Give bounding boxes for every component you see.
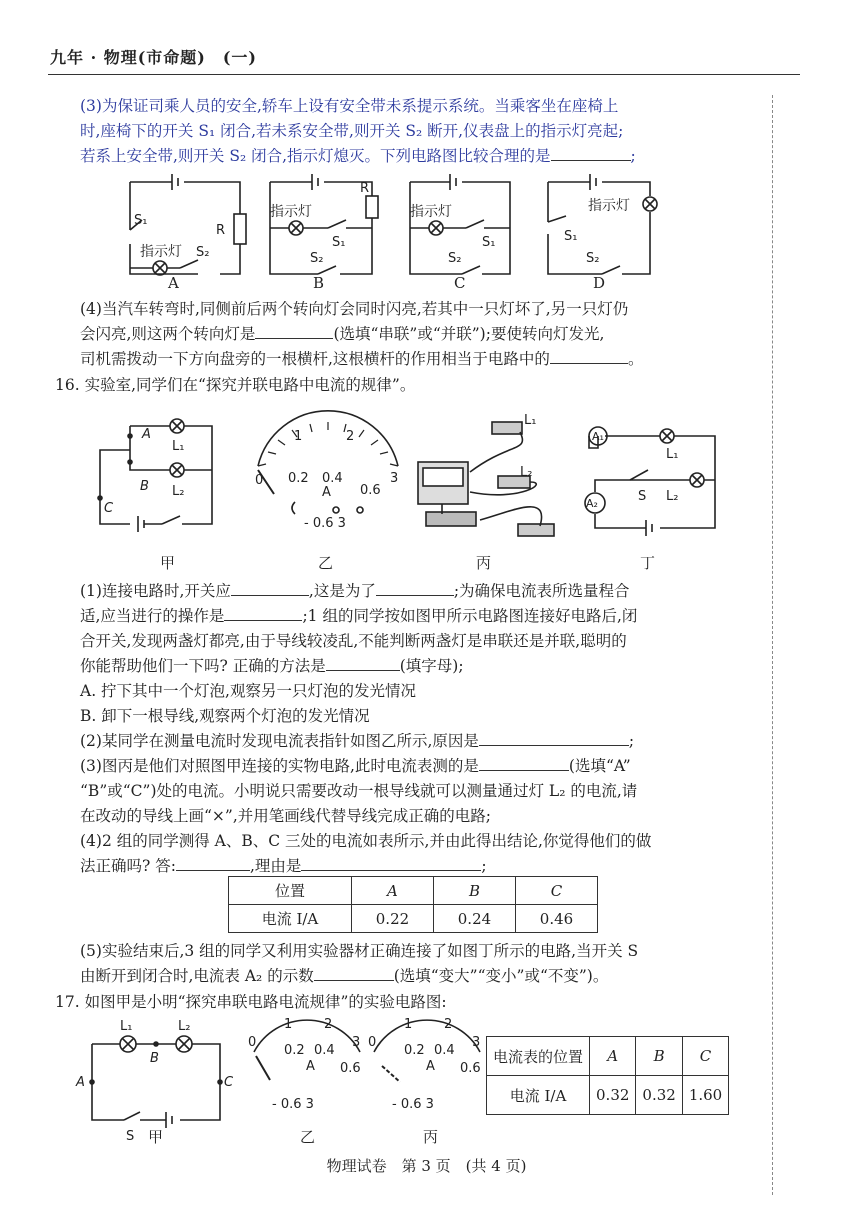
svg-text:- 0.6 3: - 0.6 3 xyxy=(304,516,346,531)
table-cell: A xyxy=(590,1037,636,1076)
svg-text:A: A xyxy=(322,485,331,500)
q16-p2: (2)某同学在测量电流时发现电流表指针如图乙所示,原因是 ; xyxy=(80,732,635,750)
answer-blank[interactable] xyxy=(176,855,250,871)
svg-text:L₂: L₂ xyxy=(666,489,679,504)
q16-fig-label-jia: 甲 xyxy=(160,554,176,572)
svg-text:B: B xyxy=(140,479,149,494)
q16-p5-line1: (5)实验结束后,3 组的同学又利用实验器材正确连接了如图丁所示的电路,当开关 S xyxy=(80,942,639,960)
svg-text:0.6: 0.6 xyxy=(460,1061,481,1076)
svg-text:0.4: 0.4 xyxy=(314,1043,335,1058)
answer-blank[interactable] xyxy=(301,855,481,871)
answer-blank[interactable] xyxy=(376,580,454,596)
svg-text:S₂: S₂ xyxy=(310,251,324,266)
q16-fig-label-ding: 丁 xyxy=(640,554,656,572)
svg-text:A₂: A₂ xyxy=(586,497,598,510)
svg-text:L₂: L₂ xyxy=(178,1019,191,1034)
svg-text:R: R xyxy=(360,181,370,196)
svg-text:B: B xyxy=(150,1051,159,1066)
q17-data-table xyxy=(486,1036,729,1115)
svg-text:0.2: 0.2 xyxy=(404,1043,425,1058)
svg-text:S₁: S₁ xyxy=(482,235,496,250)
svg-text:A: A xyxy=(426,1059,435,1074)
svg-text:S₂: S₂ xyxy=(586,251,600,266)
svg-text:A: A xyxy=(76,1075,85,1090)
table-cell: 1.60 xyxy=(682,1076,728,1115)
q16-p3-line2: “B”或“C”)处的电流。小明说只需要改动一根导线就可以测量通过灯 L₂ 的电流,请 xyxy=(80,782,638,800)
svg-text:1: 1 xyxy=(284,1017,293,1032)
binding-line xyxy=(772,95,773,1195)
q16-p1-line2: 适,应当进行的操作是 ;1 组的同学按如图甲所示电路图连接好电路后,闭 xyxy=(80,607,638,625)
svg-text:指示灯: 指示灯 xyxy=(270,204,312,220)
q17-fig-label-jia: 甲 xyxy=(148,1128,164,1146)
svg-text:L₁: L₁ xyxy=(120,1019,133,1034)
svg-text:A₁: A₁ xyxy=(592,430,604,443)
circuit-label-b: B xyxy=(313,274,325,292)
q16-p4-line2: 法正确吗? 答: ,理由是 ; xyxy=(80,857,487,875)
answer-blank[interactable] xyxy=(314,965,394,981)
answer-blank[interactable] xyxy=(479,730,629,746)
table-cell: 0.24 xyxy=(433,905,515,933)
svg-text:3: 3 xyxy=(390,471,399,486)
q16-p4-line1: (4)2 组的同学测得 A、B、C 三处的电流如表所示,并由此得出结论,你觉得他们的做 xyxy=(80,832,652,850)
svg-text:R: R xyxy=(216,223,226,238)
q15-p3-line1: (3)为保证司乘人员的安全,轿车上设有安全带未系提示系统。当乘客坐在座椅上 xyxy=(80,97,619,115)
table-row xyxy=(487,1037,729,1076)
svg-text:0.4: 0.4 xyxy=(322,471,343,486)
page-footer: 物理试卷 第 3 页 (共 4 页) xyxy=(326,1157,527,1175)
q15-p3-line2: 时,座椅下的开关 S₁ 闭合,若未系安全带,则开关 S₂ 断开,仪表盘上的指示灯亮起; xyxy=(80,122,624,140)
answer-blank[interactable] xyxy=(231,580,309,596)
svg-text:S: S xyxy=(126,1129,135,1144)
svg-text:2: 2 xyxy=(346,429,355,444)
q15-p4-line1: (4)当汽车转弯时,同侧前后两个转向灯会同时闪亮,若其中一只灯坏了,另一只灯仍 xyxy=(80,300,629,318)
svg-text:2: 2 xyxy=(444,1017,453,1032)
q16-p3-line3: 在改动的导线上画“×”,并用笔画线代替导线完成正确的电路; xyxy=(80,807,491,825)
svg-text:0.6: 0.6 xyxy=(360,483,381,498)
q16-option-b: B. 卸下一根导线,观察两个灯泡的发光情况 xyxy=(80,707,370,725)
q16-figures xyxy=(90,402,730,550)
q15-p4-line3: 司机需拨动一下方向盘旁的一根横杆,这根横杆的作用相当于电路中的 。 xyxy=(80,350,644,368)
table-row xyxy=(229,905,598,933)
svg-text:C: C xyxy=(224,1075,234,1090)
table-cell: 0.32 xyxy=(636,1076,682,1115)
svg-text:1: 1 xyxy=(404,1017,413,1032)
svg-text:指示灯: 指示灯 xyxy=(588,198,630,214)
table-cell: 0.22 xyxy=(351,905,433,933)
table-cell: C xyxy=(515,877,597,905)
answer-blank[interactable] xyxy=(550,348,628,364)
table-cell: C xyxy=(682,1037,728,1076)
q16-p1-line4: 你能帮助他们一下吗? 正确的方法是 (填字母); xyxy=(80,657,464,675)
svg-text:0: 0 xyxy=(368,1035,377,1050)
table-cell: 0.32 xyxy=(590,1076,636,1115)
q16-p1-line3: 合开关,发现两盏灯都亮,由于导线较凌乱,不能判断两盏灯是串联还是并联,聪明的 xyxy=(80,632,627,650)
svg-text:L₁: L₁ xyxy=(172,439,185,454)
svg-text:L₁: L₁ xyxy=(666,447,679,462)
svg-text:S₁: S₁ xyxy=(332,235,346,250)
table-cell: 电流表的位置 xyxy=(487,1037,590,1076)
q16-option-a: A. 拧下其中一个灯泡,观察另一只灯泡的发光情况 xyxy=(80,682,416,700)
q15-p4-line2: 会闪亮,则这两个转向灯是 (选填“串联”或“并联”);要使转向灯发光, xyxy=(80,325,605,343)
q17-fig-label-bing: 丙 xyxy=(423,1128,439,1146)
svg-text:3: 3 xyxy=(352,1035,361,1050)
answer-blank[interactable] xyxy=(224,605,302,621)
q16-fig-label-yi: 乙 xyxy=(318,554,334,572)
table-cell: A xyxy=(351,877,433,905)
svg-text:指示灯: 指示灯 xyxy=(410,204,452,220)
svg-text:0.2: 0.2 xyxy=(284,1043,305,1058)
table-cell: B xyxy=(433,877,515,905)
circuit-label-c: C xyxy=(454,274,466,292)
table-cell: B xyxy=(636,1037,682,1076)
table-cell: 电流 I/A xyxy=(487,1076,590,1115)
svg-text:L₁: L₁ xyxy=(524,413,537,428)
q16-p1-line1: (1)连接电路时,开关应 ,这是为了 ;为确保电流表所选量程合 xyxy=(80,582,630,600)
svg-text:0.4: 0.4 xyxy=(434,1043,455,1058)
svg-text:S₂: S₂ xyxy=(448,251,462,266)
table-row xyxy=(229,877,598,905)
q16-title: 16. 实验室,同学们在“探究并联电路中电流的规律”。 xyxy=(55,376,416,394)
svg-text:S₁: S₁ xyxy=(134,213,148,228)
svg-text:L₂: L₂ xyxy=(520,465,533,480)
q15-p3-line3: 若系上安全带,则开关 S₂ 闭合,指示灯熄灭。下列电路图比较合理的是 ; xyxy=(80,147,636,165)
svg-text:0.6: 0.6 xyxy=(340,1061,361,1076)
svg-text:0: 0 xyxy=(255,473,264,488)
q15-circuit-diagrams xyxy=(110,172,670,292)
svg-text:L₂: L₂ xyxy=(172,484,185,499)
q16-p5-line2: 由断开到闭合时,电流表 A₂ 的示数 (选填“变大”“变小”或“不变”)。 xyxy=(80,967,609,985)
q17-title: 17. 如图甲是小明“探究串联电路电流规律”的实验电路图: xyxy=(55,993,447,1011)
table-cell: 位置 xyxy=(229,877,352,905)
svg-text:0.2: 0.2 xyxy=(288,471,309,486)
svg-text:2: 2 xyxy=(324,1017,333,1032)
svg-text:A: A xyxy=(306,1059,315,1074)
q16-p3-line1: (3)图丙是他们对照图甲连接的实物电路,此时电流表测的是 (选填“A” xyxy=(80,757,631,775)
answer-blank[interactable] xyxy=(479,755,569,771)
svg-text:S₂: S₂ xyxy=(196,245,210,260)
svg-text:指示灯: 指示灯 xyxy=(140,244,182,260)
answer-blank[interactable] xyxy=(326,655,400,671)
svg-text:- 0.6 3: - 0.6 3 xyxy=(272,1097,314,1112)
svg-text:1: 1 xyxy=(294,429,303,444)
q16-fig-label-bing: 丙 xyxy=(476,554,492,572)
circuit-label-a: A xyxy=(168,274,179,292)
answer-blank[interactable] xyxy=(255,323,333,339)
header-divider xyxy=(48,74,800,75)
q17-fig-label-yi: 乙 xyxy=(300,1128,316,1146)
svg-text:A: A xyxy=(142,427,151,442)
svg-text:- 0.6 3: - 0.6 3 xyxy=(392,1097,434,1112)
table-cell: 电流 I/A xyxy=(229,905,352,933)
answer-blank[interactable] xyxy=(551,145,631,161)
table-cell: 0.46 xyxy=(515,905,597,933)
svg-text:0: 0 xyxy=(248,1035,257,1050)
svg-text:S₁: S₁ xyxy=(564,229,578,244)
page-header: 九年 · 物理(市命题) (一) xyxy=(50,48,257,67)
svg-text:C: C xyxy=(104,501,114,516)
q16-data-table xyxy=(228,876,598,933)
svg-text:S: S xyxy=(638,489,647,504)
table-row xyxy=(487,1076,729,1115)
svg-text:3: 3 xyxy=(472,1035,481,1050)
circuit-label-d: D xyxy=(593,274,606,292)
